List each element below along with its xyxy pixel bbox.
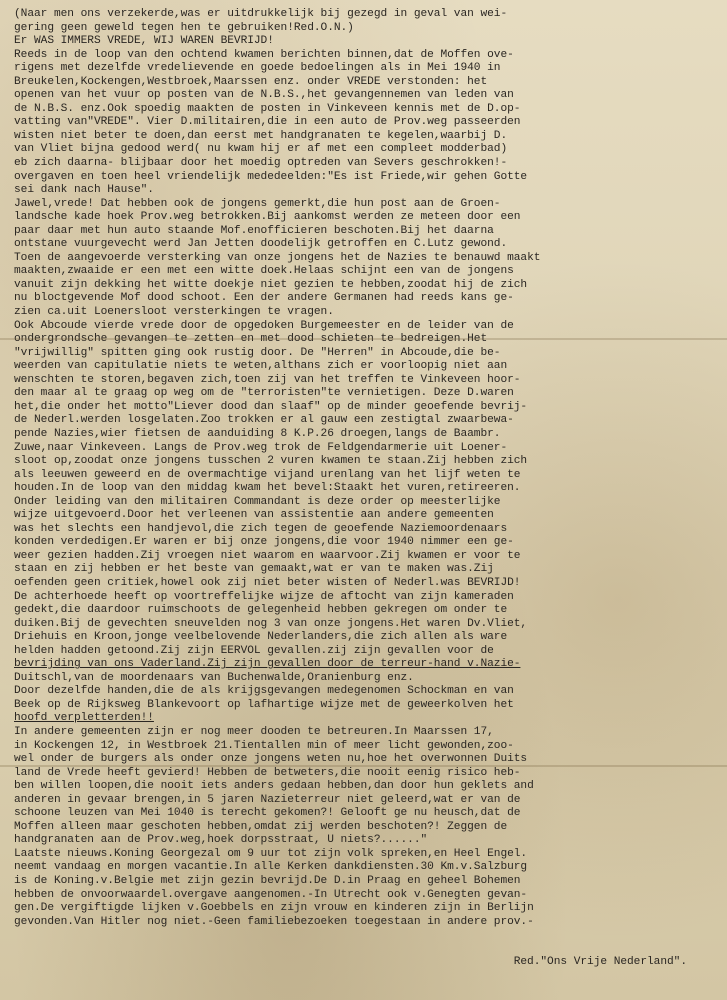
- text-line: staan en zij hebben er het beste van gemaakt,wat er van te maken was.Zij: [14, 563, 494, 576]
- text-line: de Nederl.werden losgelaten.Zoo trokken er al gauw een zestigtal zwaarbewa-: [14, 414, 514, 427]
- text-line: is de Koning.v.Belgie met zijn gezin bevrijd.De D.in Praag en geheel Bohemen: [14, 875, 521, 887]
- text-line: De achterhoede heeft op voortreffelijke wijze de aftocht van zijn kameraden: [14, 590, 514, 603]
- text-line: anderen in gevaar brengen,in 5 jaren Nazieterreur niet geleerd,wat er van de: [14, 793, 521, 806]
- text-line: in Kockengen 12, in Westbroek 21.Tientallen min of meer licht gewonden,zoo-: [14, 739, 514, 752]
- paper-fold-line: [0, 338, 727, 340]
- text-line: Jawel,vrede! Dat hebben ook de jongens gemerkt,die hun post aan de Groen-: [14, 197, 501, 210]
- text-line: de N.B.S. enz.Ook spoedig maakten de posten in Vinkeveen kennis met de D.op-: [14, 102, 521, 115]
- text-line: handgranaten aan de Prov.weg,hoek dorpsstraat, U niets?......": [14, 834, 428, 847]
- text-line: vatting van"VREDE". Vier D.militairen,die in een auto de Prov.weg passeerden: [14, 116, 521, 129]
- text-line: Ook Abcoude vierde vrede door de opgedoken Burgemeester en de leider van de: [14, 319, 514, 332]
- text-line: schoone leuzen van Mei 1040 is terecht gekomen?! Gelooft ge nu heusch,dat de: [14, 807, 521, 820]
- text-line: [14, 943, 717, 957]
- text-line: bevrijding van ons Vaderland.Zij zijn gevallen door de terreur-hand v.Nazie-: [14, 658, 521, 671]
- text-line: was het slechts een handjevol,die zich tegen de geoefende Naziemoordenaars: [14, 522, 508, 535]
- text-line: landsche kade hoek Prov.weg betrokken.Bij aankomst werden ze meteen door een: [14, 211, 521, 224]
- text-line: oefenden geen critiek,howel ook zij niet beter wisten of Nederl.was BEVRIJD!: [14, 576, 521, 589]
- text-line: (Naar men ons verzekerde,was er uitdrukkelijk bij gezegd in geval van wei-: [14, 8, 508, 20]
- text-line: ondergrondsche gevangen te zetten en met dood schieten te bedreigen.Het: [14, 333, 488, 346]
- text-line: Onder leiding van den militairen Commandant is deze order op meesterlijke: [14, 495, 501, 508]
- text-line: Zuwe,naar Vinkeveen. Langs de Prov.weg trok de Feldgendarmerie uit Loener-: [14, 441, 508, 454]
- text-line: houden.In de loop van den middag kwam het bevel:Staakt het vuren,retireeren.: [14, 482, 521, 495]
- text-line: nu bloctgevende Mof dood schoot. Een der andere Germanen had reeds kans ge-: [14, 292, 514, 305]
- text-line: weer gezien hadden.Zij vroegen niet waarom en waarvoor.Zij kwamen er voor te: [14, 549, 521, 562]
- signature: Red."Ons Vrije Nederland".: [513, 956, 687, 969]
- text-line: "vrijwillig" spitten ging ook rustig door. De "Herren" in Abcoude,die be-: [14, 346, 501, 359]
- text-line: overgaven en toen heel vriendelijk mededeelden:"Es ist Friede,wir gehen Gotte: [14, 170, 528, 183]
- text-line: Beek op de Rijksweg Blankevoort op lafhartige wijze met de geweerkolven het: [14, 698, 514, 711]
- text-line: helden hadden getoond.Zij zijn EERVOL gevallen.zij zijn gevallen voor de: [14, 644, 494, 657]
- text-line: neemt vandaag en morgen vacantie.In alle Kerken dankdiensten.30 Km.v.Salzburg: [14, 861, 528, 874]
- text-line: ontstane vuurgevecht werd Jan Jetten doodelijk getroffen en C.Lutz gewond.: [14, 238, 508, 251]
- document-body: [14, 8, 717, 970]
- text-line: wisten niet beter te doen,dan eerst met handgranaten te kegelen,waarbij D.: [14, 129, 508, 142]
- text-line: gen.De vergiftigde lijken v.Goebbels en zijn vrouw en kinderen zijn in Berlijn: [14, 902, 534, 915]
- text-line: In andere gemeenten zijn er nog meer dooden te betreuren.In Maarssen 17,: [14, 725, 494, 738]
- text-line: Breukelen,Kockengen,Westbroek,Maarssen enz. onder VREDE verstonden: het: [14, 75, 488, 88]
- text-line: paar daar met hun auto staande Mof.enofficieren beschoten.Bij het daarna: [14, 224, 494, 237]
- text-line: als leeuwen geweerd en de overmachtige vijand urenlang van het lijf weten te: [14, 468, 521, 481]
- text-line: eb zich daarna- blijbaar door het moedig optreden van Severs geschrokken!-: [14, 157, 508, 170]
- text-line: sloot op,zoodat onze jongens tusschen 2 vuren kwamen te staan.Zij hebben zich: [14, 455, 528, 468]
- text-line: Laatste nieuws.Koning Georgezal om 9 uur tot zijn volk spreken,en Heel Engel.: [14, 847, 528, 860]
- paper-fold-line: [0, 765, 727, 767]
- text-line: land de Vrede heeft gevierd! Hebben de betweters,die nooit eenig risico heb-: [14, 766, 521, 779]
- text-line: weerden van capitulatie niets te weten,althans zich er voorloopig niet aan: [14, 360, 508, 373]
- text-line: Duitschl,van de moordenaars van Buchenwalde,Oranienburg enz.: [14, 671, 414, 684]
- text-line: Reeds in de loop van den ochtend kwamen berichten binnen,dat de Moffen ove-: [14, 48, 514, 61]
- text-line: Door dezelfde handen,die de als krijgsgevangen medegenomen Schockman en van: [14, 685, 514, 698]
- text-line: den maar al te graag op weg om de "terroristen"te vernietigen. Deze D.waren: [14, 387, 514, 400]
- text-line: wenschten te storen,begaven zich,toen zij van het treffen te Vinkeveen hoor-: [14, 373, 521, 386]
- text-line: vanuit zijn dekking het witte doekje niet gezien te hebben,zoodat hij de zich: [14, 278, 528, 291]
- text-line: Driehuis en Kroon,jonge veelbelovende Nederlanders,die zich allen als ware: [14, 631, 508, 644]
- text-line: hebben de onvoorwaardel.overgave aangenomen.-In Utrecht ook v.Genegten gevan-: [14, 888, 528, 901]
- text-line: Toen de aangevoerde versterking van onze jongens het de Nazies te benauwd maakt: [14, 251, 541, 264]
- text-line: konden verdedigen.Er waren er bij onze jongens,die voor 1940 nimmer een ge-: [14, 536, 514, 549]
- text-line: gering geen geweld tegen hen te gebruiken!Red.O.N.): [14, 21, 354, 34]
- text-line: wijze uitgevoerd.Door het verleenen van assistentie aan andere gemeenten: [14, 509, 494, 522]
- text-line: Er WAS IMMERS VREDE, WIJ WAREN BEVRIJD!: [14, 35, 274, 48]
- text-line: ben willen loopen,die nooit iets anders gedaan hebben,dan door hun geklets and: [14, 780, 534, 793]
- text-line: duiken.Bij de gevechten sneuvelden nog 3 van onze jongens.Het waren Dv.Vliet,: [14, 617, 528, 630]
- text-line: pende Nazies,wier fietsen de aanduiding 8 K.P.26 droegen,langs de Baambr.: [14, 427, 501, 440]
- text-line: gedekt,die daardoor ruimschoots de gelegenheid hebben gekregen om onder te: [14, 604, 508, 617]
- text-line: Moffen alleen maar geschoten hebben,omdat zij werden beschoten?! Zeggen de: [14, 820, 508, 833]
- text-line: zien ca.uit Loenersloot versterkingen te vragen.: [14, 306, 334, 319]
- text-line: sei dank nach Hause".: [14, 184, 154, 197]
- text-line: gevonden.Van Hitler nog niet.-Geen familiebezoeken toegestaan in andere prov.-: [14, 915, 534, 928]
- text-line: rigens met dezelfde vredelievende en goede bedoelingen als in Mei 1940 in: [14, 62, 501, 75]
- text-line: hoofd verpletterden!!: [14, 712, 154, 725]
- text-line: van Vliet bijna gedood werd( nu kwam hij er af met een compleet modderbad): [14, 143, 508, 156]
- text-line: wel onder de burgers als onder onze jongens weten nu,hoe het overwonnen Duits: [14, 753, 528, 766]
- text-line: [14, 929, 717, 943]
- text-line: het,die onder het motto"Liever dood dan slaaf" op de minder geoefende bevrij-: [14, 400, 528, 413]
- text-line: openen van het vuur op posten van de N.B.S.,het gevangennemen van leden van: [14, 89, 514, 102]
- text-line: maakten,zwaaide er een met een witte doek.Helaas schijnt een van de jongens: [14, 265, 514, 278]
